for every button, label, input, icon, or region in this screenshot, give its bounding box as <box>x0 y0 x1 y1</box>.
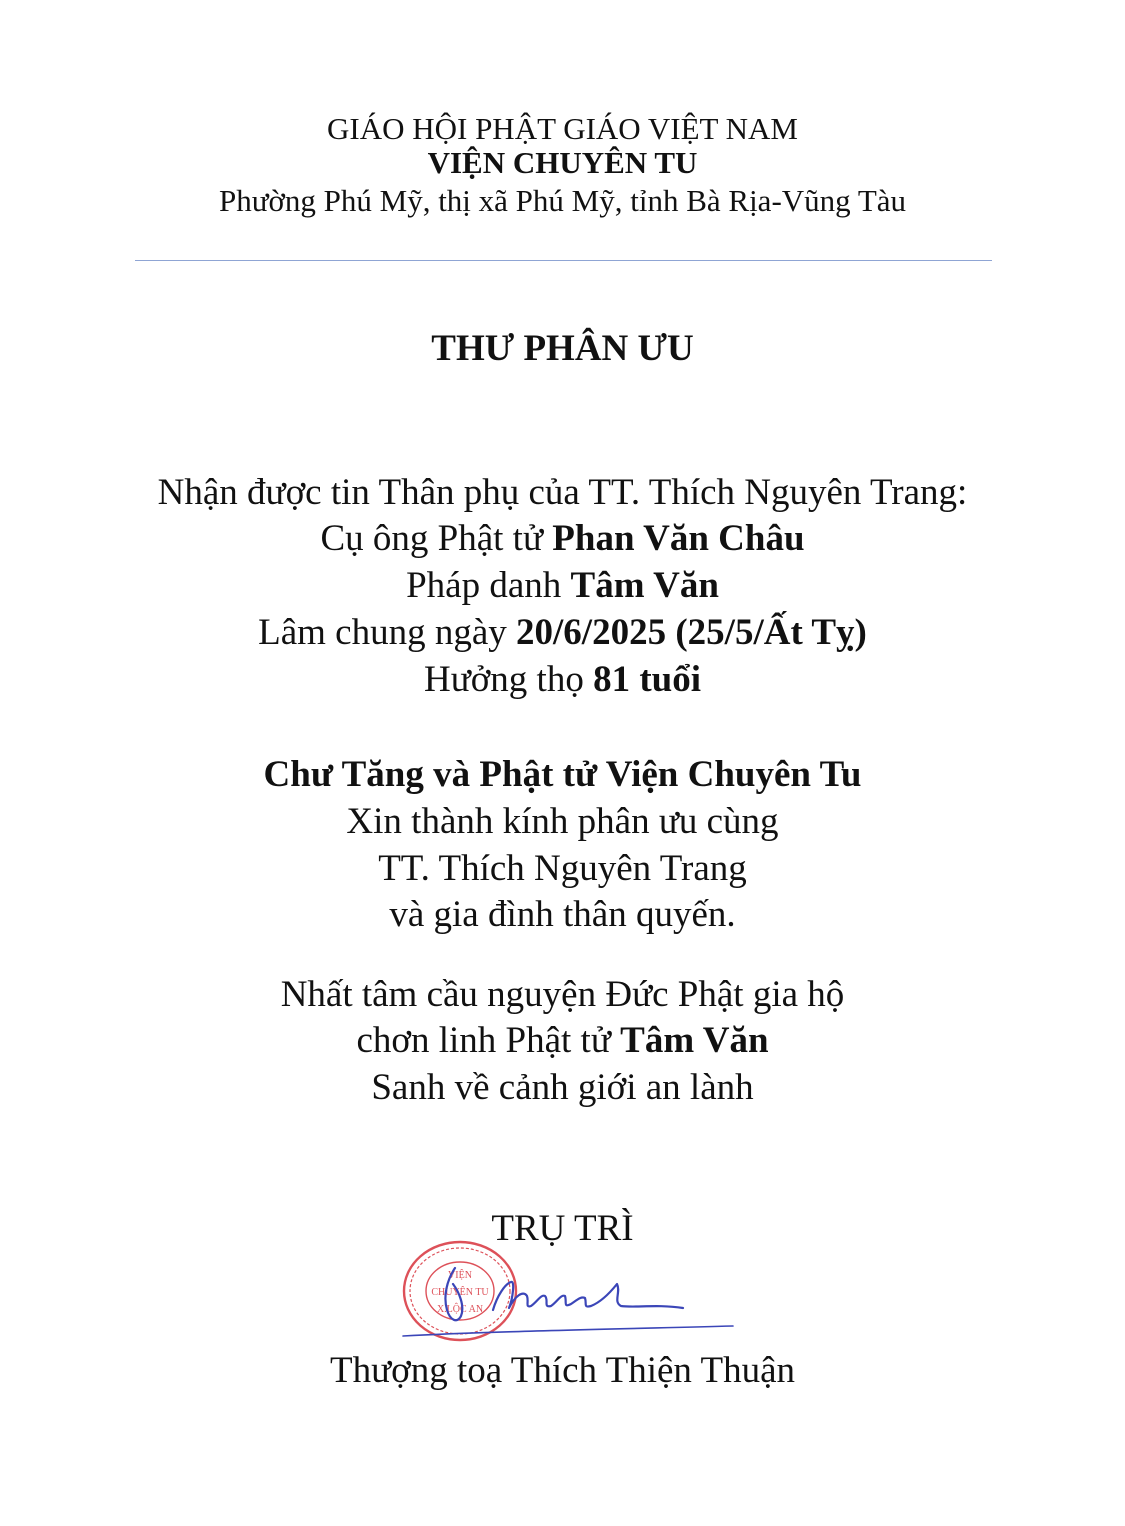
announcement-line-4 <box>0 614 1125 651</box>
signer-name: Thượng toạ Thích Thiện Thuận <box>329 1350 796 1391</box>
announcement-line-2 <box>0 520 1125 557</box>
age: 81 tuổi <box>593 659 702 700</box>
institute-name: VIỆN CHUYÊN TU <box>427 145 698 180</box>
header-divider <box>135 260 992 261</box>
deceased-prefix: Cụ ông Phật tử <box>320 518 553 559</box>
institute-address: Phường Phú Mỹ, thị xã Phú Mỹ, tỉnh Bà Rịa-Vũng Tàu <box>218 183 907 218</box>
dharma-name: Tâm Văn <box>570 565 719 606</box>
organization-name: GIÁO HỘI PHẬT GIÁO VIỆT NAM <box>326 111 798 146</box>
deceased-name: Phan Văn Châu <box>552 518 805 559</box>
age-prefix: Hưởng thọ <box>423 659 594 700</box>
signer-role: TRỤ TRÌ <box>491 1208 634 1249</box>
announcement-line-3 <box>0 567 1125 604</box>
letter-title: THƯ PHÂN ƯU <box>431 328 694 369</box>
prayer-line-1: Nhất tâm cầu nguyện Đức Phật gia hộ <box>280 974 845 1015</box>
prayer-line-3: Sanh về cảnh giới an lành <box>371 1067 754 1108</box>
announcement-line-5 <box>0 661 1125 698</box>
condolence-sender: Chư Tăng và Phật tử Viện Chuyên Tu <box>263 754 862 795</box>
condolence-line-1: Xin thành kính phân ưu cùng <box>346 801 779 842</box>
announcement-line-1: Nhận được tin Thân phụ của TT. Thích Nguyên Trang: <box>157 472 968 513</box>
passing-date-prefix: Lâm chung ngày <box>258 612 517 653</box>
svg-text:VIỆN: VIỆN <box>448 1270 472 1281</box>
prayer-line-2 <box>0 1022 1125 1059</box>
prayer-dharma-name: Tâm Văn <box>620 1020 769 1061</box>
dharma-name-prefix: Pháp danh <box>406 565 571 606</box>
condolence-line-3: và gia đình thân quyến. <box>389 894 736 935</box>
svg-text:X.LỘC AN: X.LỘC AN <box>436 1304 484 1315</box>
prayer-name-prefix: chơn linh Phật tử <box>356 1020 621 1061</box>
condolence-line-2: TT. Thích Nguyên Trang <box>378 848 747 889</box>
passing-date: 20/6/2025 (25/5/Ất Tỵ) <box>516 612 867 653</box>
svg-text:CHUYÊN TU: CHUYÊN TU <box>431 1287 489 1298</box>
handwritten-signature <box>395 1262 745 1344</box>
